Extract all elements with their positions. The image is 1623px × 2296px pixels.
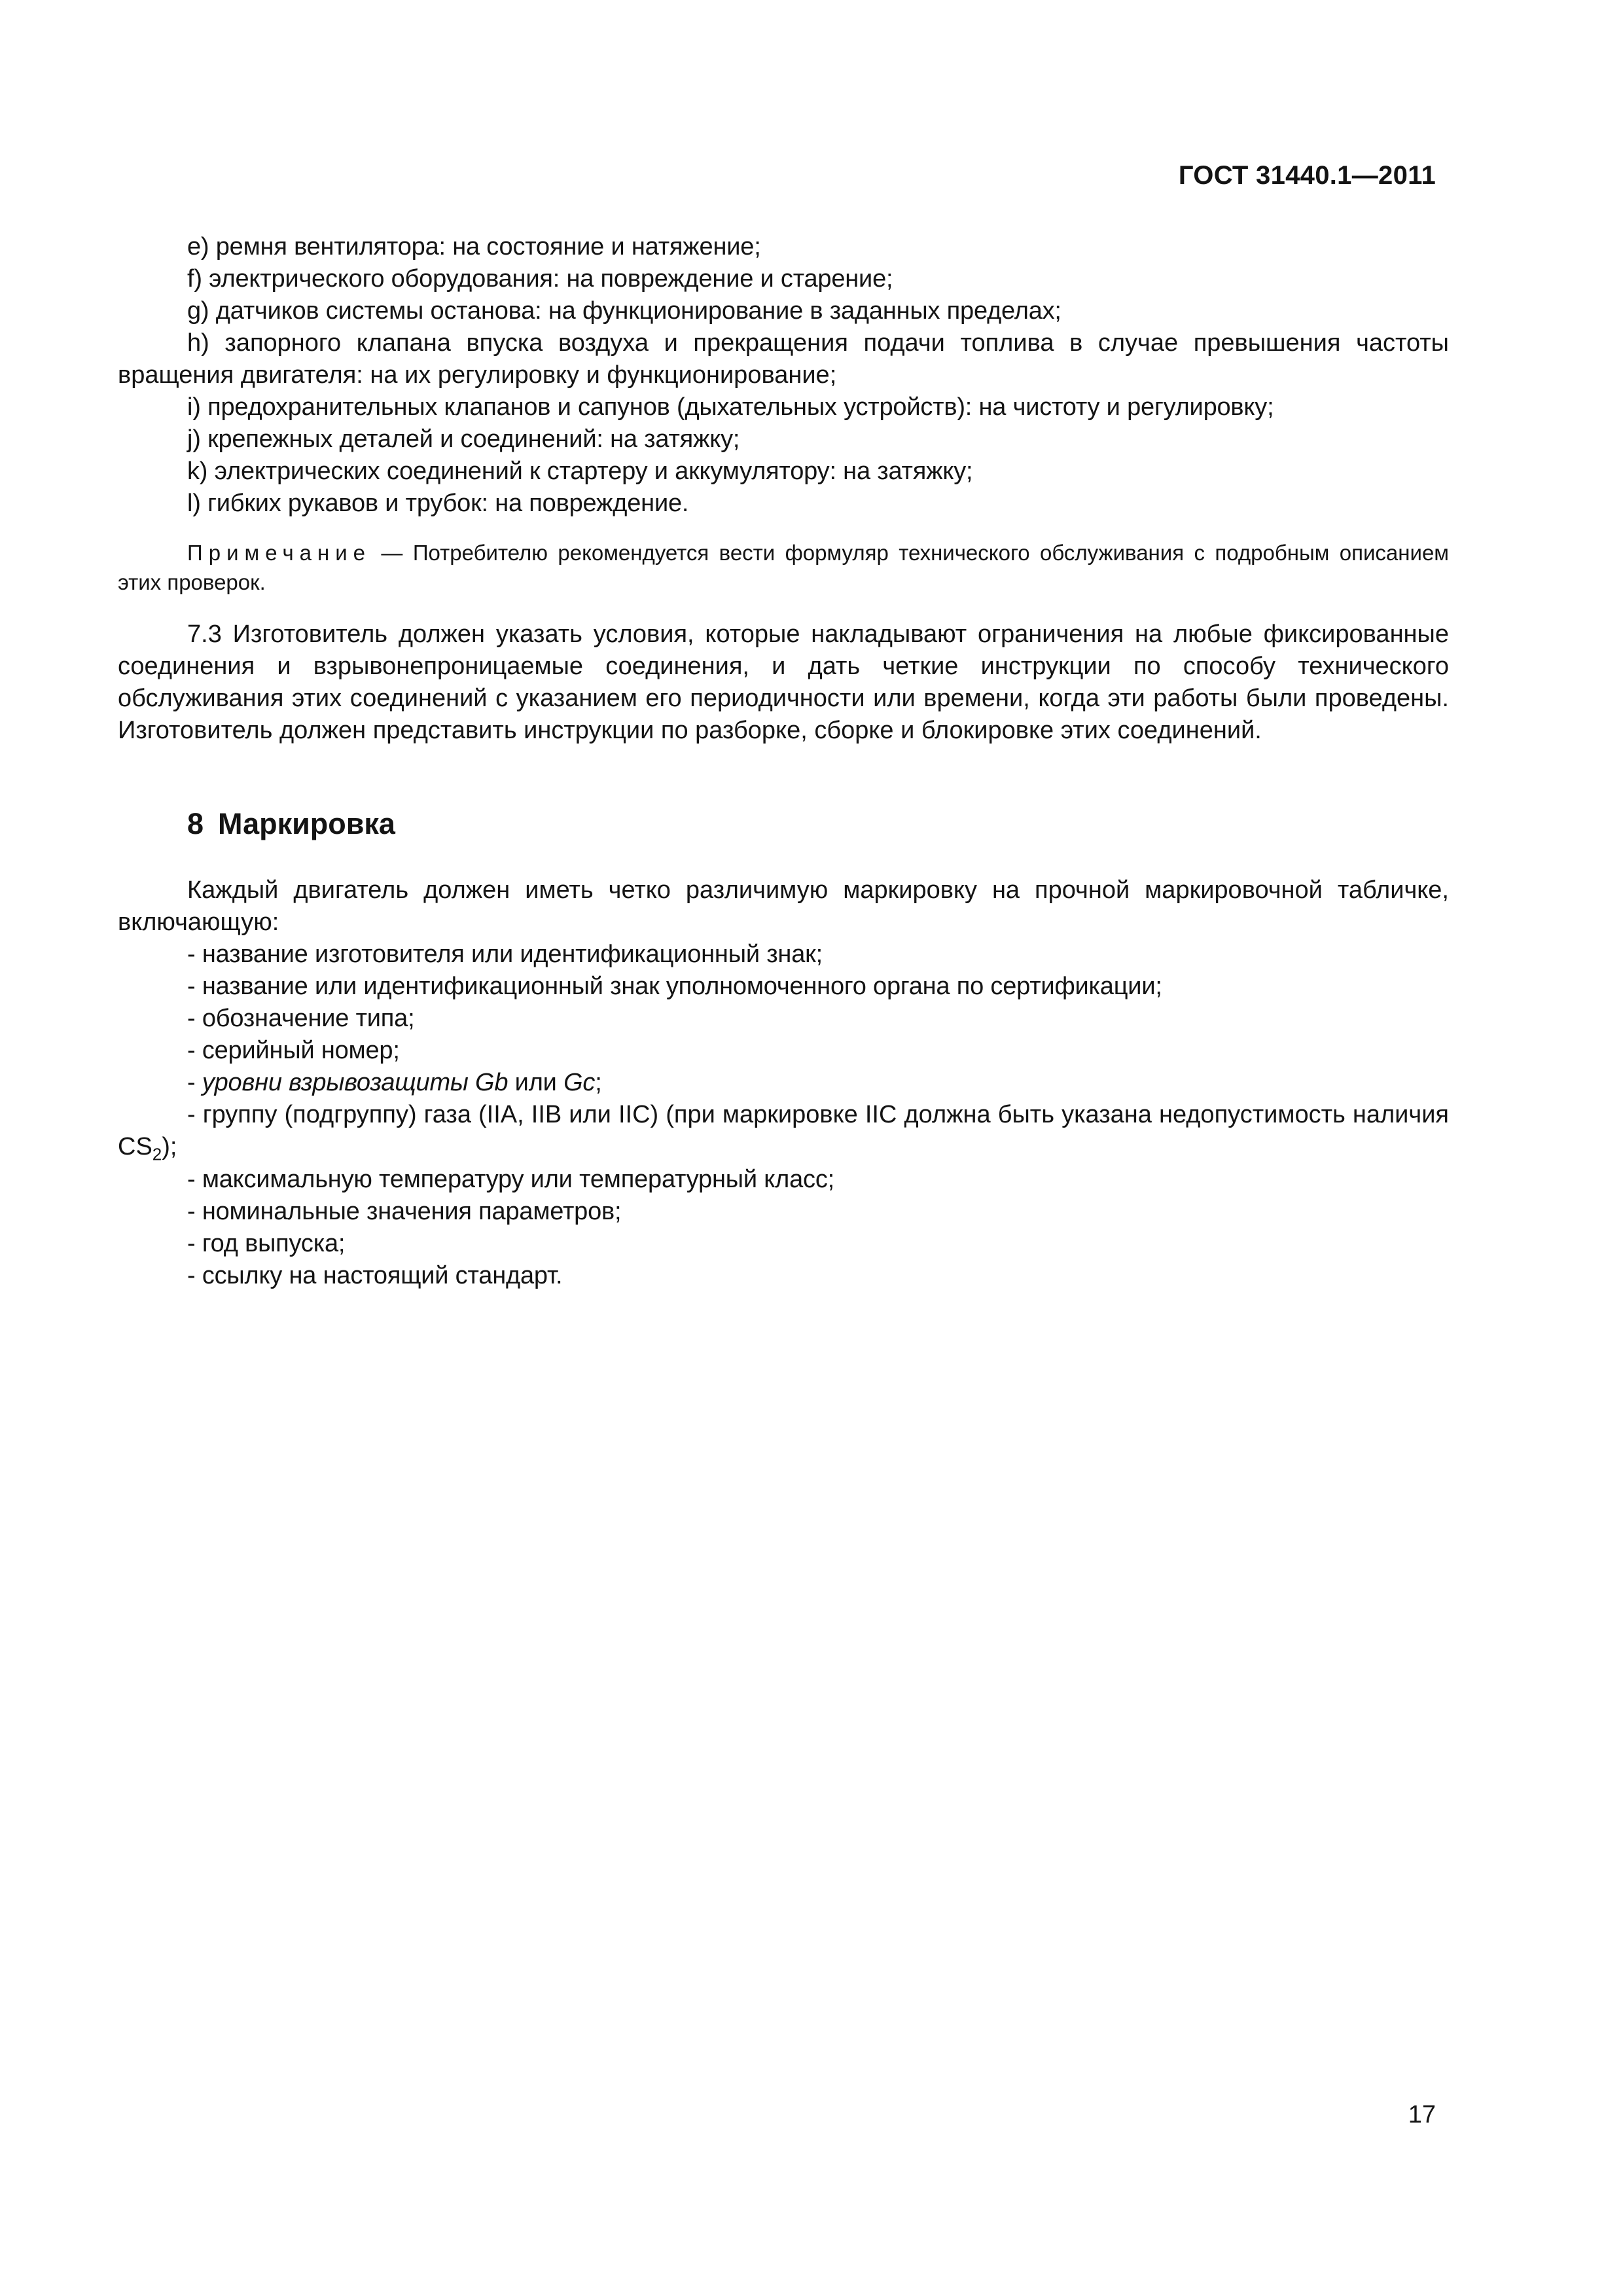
gas-line-1: группу (подгруппу) газа (IIA, IIB или IIC) (при маркировке IIC должна быть указана недопустимость [202,1101,1346,1128]
epl-end: ; [595,1069,602,1096]
list-item-text: электрического оборудования: на повреждение и старение; [209,265,893,293]
list-item-text: ремня вентилятора: на состояние и натяжение; [215,233,761,260]
page-number: 17 [1408,2101,1436,2128]
list-item-f [187,263,893,295]
list-dash: - [187,941,196,968]
epl-gb: Gb [475,1069,508,1096]
epl-mid: или [508,1069,564,1096]
list-dash: - [187,1262,196,1289]
list-item-l [187,488,688,520]
section-number: 8 [187,807,204,840]
list-item-text: обозначение типа; [202,1005,415,1032]
section-heading [187,807,395,841]
list-dash: - [187,1101,196,1128]
list-dash: - [187,1230,196,1257]
marking-item-manufacturer [187,939,823,971]
marking-item-ratings [187,1196,621,1228]
note-label: Примечание [187,541,372,565]
list-item-i [187,391,1274,423]
list-item-text: максимальную температуру или температурный класс; [202,1166,834,1193]
list-item-g [187,295,1061,327]
list-marker: g) [187,297,209,325]
gas-line-2-suffix: ); [162,1133,177,1160]
marking-intro [118,874,1449,939]
marking-item-temperature [187,1164,834,1196]
list-marker: j) [187,425,201,453]
list-dash: - [187,1037,196,1064]
list-item-text: электрических соединений к стартеру и аккумулятору: на затяжку; [214,457,973,485]
list-marker: h) [187,329,209,357]
list-dash: - [187,1166,196,1193]
list-item-text: гибких рукавов и трубок: на повреждение. [207,490,689,517]
section-title: Маркировка [218,807,395,840]
note-dash: — [371,541,413,565]
list-dash: - [187,1005,196,1032]
list-dash: - [187,1198,196,1225]
list-marker: e) [187,233,209,260]
marking-item-gas-group [118,1099,1449,1163]
list-item-text: запорного клапана впуска воздуха и прекращения подачи топлива в случае превышения частоты вращения двигателя: на их регулировку и функционирование; [118,329,1449,389]
list-item-text: датчиков системы останова: на функционирование в заданных пределах; [215,297,1061,325]
list-item-e [187,231,761,263]
list-dash: - [187,973,196,1000]
marking-item-reference [187,1260,562,1292]
epl-gc: Gc [563,1069,596,1096]
list-item-text: название изготовителя или идентификационный знак; [202,941,823,968]
note-text: Потребителю рекомендуется вести формуляр технического обслуживания с подробным описанием этих проверок. [118,541,1449,594]
marking-item-year [187,1228,345,1260]
list-marker: i) [187,393,201,421]
list-item-h [118,327,1449,391]
marking-item-serial [187,1035,400,1067]
epl-prefix: уровни взрывозащиты [202,1069,476,1096]
list-marker: l) [187,490,201,517]
marking-item-cert-body [187,971,1162,1003]
list-item-text: предохранительных клапанов и сапунов (дыхательных устройств): на чистоту и регулировку; [207,393,1274,421]
clause-number: 7.3 [187,620,222,648]
list-item-text: год выпуска; [202,1230,346,1257]
gas-line-2-prefix: наличия CS [118,1101,1450,1160]
note-paragraph [118,538,1449,597]
list-item-j [187,423,740,456]
list-item-text: серийный номер; [202,1037,400,1064]
marking-item-epl [187,1067,602,1099]
clause-text: Изготовитель должен указать условия, которые накладывают ограничения на любые фиксированные соединения и взрывонепроницаемые соединения, и дать четкие инструкции по способу технического обслуживания этих соединений с указанием его периодичности или времени, когда эти работы были проведены. Изготовитель должен представить инструкции по разборке, сборке и блокировке этих соединений. [118,620,1449,744]
list-marker: f) [187,265,202,293]
list-marker: k) [187,457,208,485]
gas-subscript: 2 [152,1144,162,1164]
list-item-k [187,456,972,488]
list-dash: - [187,1069,196,1096]
marking-item-type [187,1003,414,1035]
list-item-text: крепежных деталей и соединений: на затяжку; [207,425,740,453]
list-item-text: ссылку на настоящий стандарт. [202,1262,563,1289]
list-item-text: номинальные значения параметров; [202,1198,622,1225]
intro-text: Каждый двигатель должен иметь четко различимую маркировку на прочной маркировочной табличке, включающую: [118,876,1449,936]
clause-7-3 [118,619,1449,747]
document-code-header: ГОСТ 31440.1—2011 [1178,161,1436,190]
list-item-text: название или идентификационный знак уполномоченного органа по сертификации; [202,973,1162,1000]
